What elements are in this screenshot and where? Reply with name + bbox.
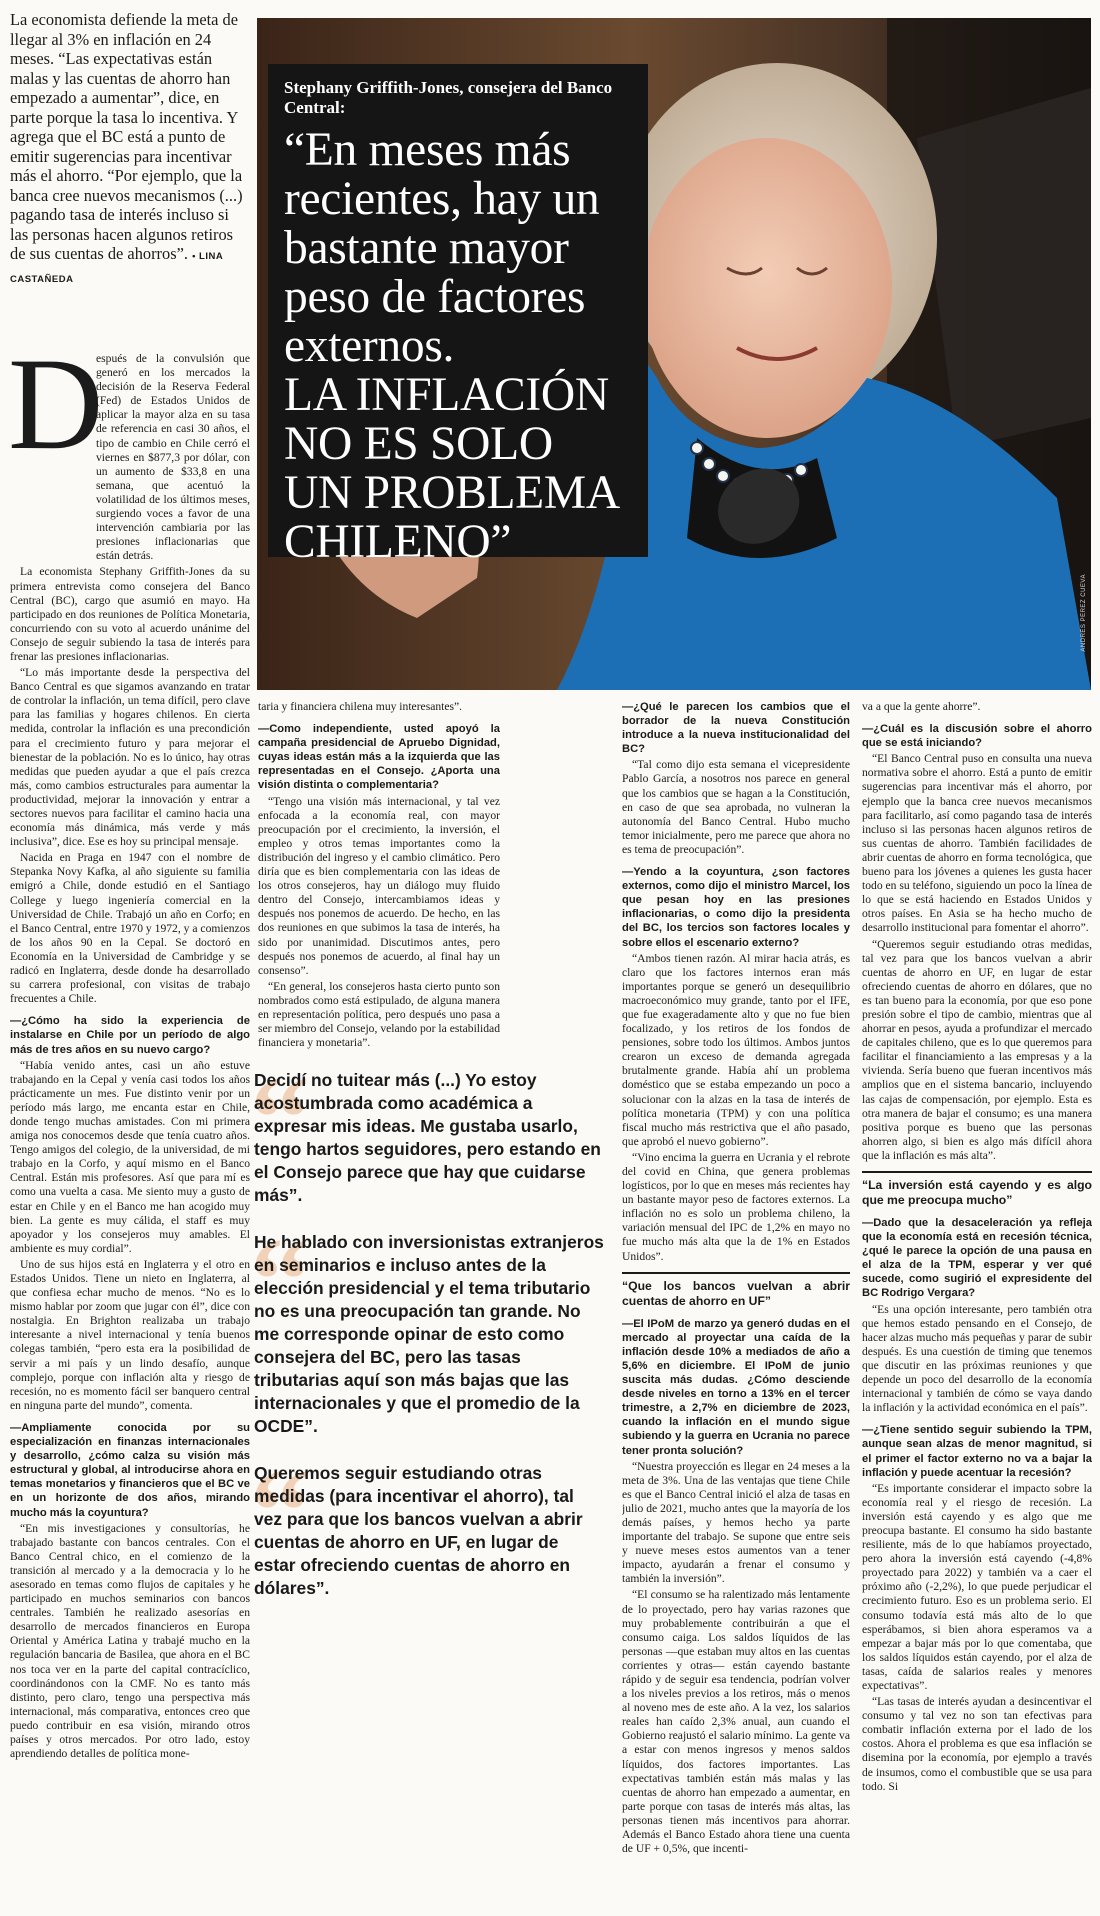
- pull-quote-text: He hablado con inversionistas extranjeros en seminarios e incluso antes de la elección presidencial y el tema tributario no es una preocupación tan grande. No me corresponde opinar de esto como consejera del BC, pero las tasas tributarias aquí son más bajas que las internacionales y que el promedio de la OCDE”.: [254, 1232, 604, 1436]
- paragraph: “Queremos seguir estudiando otras medidas, tal vez para que los bancos vuelvan a abrir cuentas de ahorro en UF, en lugar de estar ofreciendo cuentas de ahorro en dólares, que no es tan bueno para la economía, por que eso pone presión sobre el tipo de cambio, mientras que al ahorrar en pesos, ayuda a profundizar el mercado de capitales chileno, que es lo que queremos para facilitar el financiamiento a las empresas y a la vivienda. Sería bueno que fueran incentivos más amplios que en el sistema bancario, incluyendo las cajas de compensación, por ejemplo. Esta es otra manera de bajar el consumo; es una manera positiva porque es bueno que las personas ahorren algo, si bien es algo más difícil ahora que la inflación es más alta”.: [862, 937, 1092, 1162]
- headline-line: LA INFLACIÓN: [284, 369, 609, 421]
- pull-quotes: [250, 1051, 604, 1624]
- paragraph: “El consumo se ha ralentizado más lentamente de lo proyectado, pero hay varias razones que muy probablemente contribuirán a que el consumo caiga. Los saldos líquidos de las personas —que estaban muy altos en las cuentas corrientes y otras— están cayendo bastante rápido y de seguir esa tendencia, podrían volver a los niveles previos a los retiros, más o menos al noveno mes de este año. A la vez, los salarios reales han caído 2,3% anual, aun cuando el Gobierno reajustó el salario mínimo. La gente va a estar con menos ingresos y menos saldos líquidos, dos factores importantes. Las expectativas también están más malas y las cuentas de ahorro han empezado a aumentar, en parte porque con tasas de interés más altas, las personas tienen más incentivos para ahorrar. Además el Banco Estado ahora tiene una cuenta de UF + 0,5%, que incenti-: [622, 1588, 850, 1856]
- question: —Yendo a la coyuntura, ¿son factores externos, como dijo el ministro Marcel, los que pesan hoy en las presiones inflacionarias, o como dijo la presidenta del BC, los tercios son factores locales y sobre ellos el escenario externo?: [622, 866, 850, 949]
- column-1: [8, 330, 250, 1908]
- question: —¿Tiene sentido seguir subiendo la TPM, aunque sean alzas de menor magnitud, si el primer el factor externo no va a bajar la inflación y puede acentuar la recesión?: [862, 1424, 1092, 1479]
- paragraph: “Vino encima la guerra en Ucrania y el rebrote del covid en China, que genera problemas logísticos, por lo que en meses más recientes hay un bastante mayor peso de factores externos. La inflación no es solo un problema chileno, la variación mensual del IPC de 1,2% en mayo no fue mucho más alta que la de 1% en Estados Unidos”.: [622, 1150, 850, 1263]
- question: —Ampliamente conocida por su especialización en finanzas internacionales y desarrollo, ¿cómo calza su visión más estructural y global, al introducirse ahora en temas monetarios y financieros que el BC ve en un horizonte de dos años, mirando mucho más la coyuntura?: [10, 1421, 250, 1519]
- section-subhead: “Que los bancos vuelvan a abrir cuentas de ahorro en UF”: [622, 1272, 850, 1309]
- column-4: [862, 700, 1092, 1908]
- headline-line: CHILENO”: [284, 516, 512, 568]
- paragraph: “Es una opción interesante, pero también otra que hemos estado pensando en el Consejo, de hacer alzas mucho más pequeñas y parar de subir después. Es una cuestión de timing que tenemos que discutir en las próximas reuniones y que depende un poco del desarrollo de la economía internacional y también de cómo se vaya dando la inflación y la actividad económica en el país”.: [862, 1302, 1092, 1415]
- question: —¿Qué le parecen los cambios que el borrador de la nueva Constitución introduce a la nueva institucionalidad del BC?: [622, 701, 850, 756]
- paragraph: “En mis investigaciones y consultorías, he trabajado bastante con bancos centrales. Con el Banco Central chico, en el comienzo de la transición al mercado y a la democracia y lo he asesorado en temas como flujos de capitales y he participado en muchos seminarios con bancos centrales. También he realizado asesorías en desarrollo de mercados financieros en Europa Oriental y América Latina y trabajé mucho en la regulación bancaria de Basilea, que ahora en el BC nos toca ver en la parte del capital contracíclico, coordinándonos con la CMF. No es tanto más distinto, pero claro, tengo una perspectiva más internacional, más comparativa, entonces creo que puedo contribuir en esa visión, mirando otros países y otros mercados. Por otro lado, estoy aprendiendo detalles de política mone-: [10, 1521, 250, 1761]
- paragraph: Nacida en Praga en 1947 con el nombre de Stepanka Novy Kafka, al año siguiente su familia emigró a Chile, donde estudió en el Santiago College y luego ingeniería comercial en la Universidad de Chile. Trabajó un año en Corfo; en el Banco Central, entre 1970 y 1972, y a comienzos de los años 90 en la Cepal. Se doctoró en Economía en la Universidad de Cambridge y se radicó en Inglaterra, desde donde ha desarrollado su carrera profesional, con visitas de trabajo frecuentes a Chile.: [10, 851, 250, 1006]
- headline-box: [268, 64, 648, 568]
- drop-cap: D: [8, 330, 104, 477]
- question: —¿Cómo ha sido la experiencia de instalarse en Chile por un período de algo más de tres años en su nuevo cargo?: [10, 1015, 250, 1056]
- paragraph: Uno de sus hijos está en Inglaterra y el otro en Estados Unidos. Tiene un nieto en Inglaterra, al que confiesa echar mucho de menos. “No es lo mismo hablar por zoom que jugar con él”, dice con nostalgia. En Brighton realizaba un trabajo interesante a nivel internacional y tenía buenos colegas también, “pero esta era la posibilidad de servir a mi país y un lindo desafío, aunque complejo, porque con inflación alta y riesgo de recesión, no es momento fácil ser banquero central en ninguna parte del mundo”, comenta.: [10, 1257, 250, 1412]
- column-2: [258, 700, 500, 1050]
- headline: [284, 126, 632, 567]
- paragraph: “Ambos tienen razón. Al mirar hacia atrás, es claro que los factores internos eran más importantes porque se generó un desequilibrio macroeconómico muy grande, tanto por el IFE, que fue exageradamente alto y que no fue bien focalizado, y los retiros de los fondos de pensiones, sobre todo los últimos. Ambos juntos crearon un exceso de demanda agregada brutalmente grande. Había ahí un problema doméstico que se estaba empezando un poco a solucionar con la alzas en la tasa de interés de política monetaria (TPM) y con una política fiscal mucho más restrictiva que el año pasado, que aprobó el nuevo gobierno”.: [622, 951, 850, 1148]
- paragraph: La economista Stephany Griffith-Jones da su primera entrevista como consejera del Banco Central (BC), cargo que asumió en mayo. Ha participado en dos reuniones de Política Monetaria, concurriendo con su voto al acuerdo unánime del Consejo de seguir subiendo la tasa de interés para frenar las presiones inflacionarias.: [10, 565, 250, 663]
- pull-quote-text: Decidí no tuitear más (...) Yo estoy acostumbrada como académica a expresar mis ideas. Me gustaba usarlo, tengo hartos seguidores, pero estando en el Consejo parece que hay que cuidarse más”.: [254, 1070, 601, 1205]
- quote-mark-icon: “: [250, 1213, 310, 1346]
- quote-mark-icon: “: [250, 1051, 310, 1184]
- teaser: [10, 10, 250, 289]
- headline-line: recientes, hay un: [284, 173, 600, 225]
- question: —¿Cuál es la discusión sobre el ahorro que se está iniciando?: [862, 723, 1092, 750]
- pull-quote: [250, 1051, 604, 1207]
- paragraph: “Lo más importante desde la perspectiva del Banco Central es que sigamos avanzando en tratar de controlar la inflación, un tema difícil, pero clave para las familias y hogares chilenos. En cierta medida, controlar la inflación es una precondición para el crecimiento futuro y para mejorar el bienestar de la población. No es lo único, hay otras medidas que pueden ayudar a que el país crezca más, como cambios estructurales para aumentar la productividad, mejorar la innovación y entrar a sectores nuevos para facilitar el camino hacia una economía más dinámica, más verde y más inclusiva”, dice. Ese es hoy su principal mensaje.: [10, 666, 250, 849]
- column-3: [622, 700, 850, 1908]
- headline-line: UN PROBLEMA: [284, 467, 620, 519]
- question: —El IPoM de marzo ya generó dudas en el mercado al proyectar una caída de la inflación desde 10% a mediados de año a 5,6% en diciembre. El IPoM de junio suscita más dudas. ¿Cómo desciende desde niveles en torno a 13% en el tercer trimestre, a 2,7% en diciembre de 2023, cuando la inflación en el mundo sigue subiendo y la guerra en Ucrania no parece tener pronta solución?: [622, 1317, 850, 1457]
- pull-quote-text: Queremos seguir estudiando otras medidas (para incentivar el ahorro), tal vez para que los bancos vuelvan a abrir cuentas de ahorro en UF, en lugar de estar ofreciendo cuentas de ahorro en dólares”.: [254, 1463, 583, 1598]
- headline-line: peso de factores: [284, 271, 586, 323]
- paragraph: “Las tasas de interés ayudan a desincentivar el consumo y tal vez no son tan efectivas para combatir inflación externa por el lado de los costos. Ahora el problema es que esa inflación se disemina por la economía, por ejemplo a través de insumos, como el combustible que se usa para todo. Si: [862, 1695, 1092, 1793]
- question: —Dado que la desaceleración ya refleja que la economía está en recesión técnica, ¿qué le parece la opción de una pausa en el alza de la TPM, esperar y ver qué sucede, como sugirió el expresidente del BC Rodrigo Vergara?: [862, 1217, 1092, 1300]
- paragraph: va a que la gente ahorre”.: [862, 700, 981, 713]
- intro-paragraph: espués de la convulsión que generó en los mercados la decisión de la Reserva Federal (Fed) de Estados Unidos de aplicar la mayor alza en su tasa de referencia en casi 30 años, el tipo de cambio en Chile cerró el viernes en $877,3 por dólar, con un aumento de $33,8 en una semana, que acentuó la volatilidad de los últimos meses, surgiendo voces a favor de una intervención cambiaria por las presiones inflacionarias que están detrás.: [96, 352, 250, 563]
- question: —Como independiente, usted apoyó la campaña presidencial de Apruebo Dignidad, cuyas ideas están más a la izquierda que las representadas en el Consejo. ¿Aporta una visión distinta o complementaria?: [258, 723, 500, 792]
- paragraph: “Tengo una visión más internacional, y tal vez enfocada a la economía real, con mayor preocupación por el crecimiento, la inversión, el empleo y otros temas importantes como la distribución del ingreso y el cambio climático. Pero diría que es bien complementaria con las ideas de los otros consejeros, hay un diálogo muy fluido dentro del Consejo, intercambiamos ideas y después nos ponemos de acuerdo. De hecho, en las dos reuniones en que subimos la tasa de interés, ha sido por unanimidad. Discutimos antes, pero después nos ponemos de acuerdo, al final hay un consenso”.: [258, 794, 500, 977]
- headline-line: externos.: [284, 320, 455, 372]
- photo-credit: ANDRÉS PÉREZ CUEVA: [1081, 574, 1087, 652]
- pull-quote: [250, 1444, 604, 1600]
- section-subhead: “La inversión está cayendo y es algo que me preocupa mucho”: [862, 1171, 1092, 1208]
- paragraph: taria y financiera chilena muy interesantes”.: [258, 700, 463, 713]
- paragraph: “Es importante considerar el impacto sobre la economía real y el riesgo de recesión. La inversión está cayendo y es algo que me preocupa bastante. El consumo ha sido bastante resiliente, más de lo que habíamos proyectado, pero ahora la inversión está cayendo (-4,8% proyectado para 2022) y también va a caer el próximo año (-2,2%), lo que puede perjudicar el crecimiento futuro. Eso es un problema serio. El consumo todavía está más alto de lo que esperábamos, si bien ahora esperamos va a empezar a bajar más por lo que comentaba, que los saldos líquidos están cayendo, por el alza de tasas, caída de salarios reales y menores expectativas”.: [862, 1481, 1092, 1692]
- paragraph: “Había venido antes, casi un año estuve trabajando en la Cepal y venía casi todos los años prácticamente un mes. Fue distinto venir por un período más largo, me encanta estar en Chile, donde tengo muchas amistades. Con mi primera amiga nos conocemos desde que tenía cuatro años. Tengo amigos del colegio, de la universidad, de mi trabajo en la Corfo, y aquí mismo en el Banco Central. Están mis profesores. Así que para mí es como una vuelta a casa. Me siento muy a gusto de estar en Chile y en el Banco me han acogido muy bien. La gente es muy cálida, el staff es muy apoyador y los consejeros muy amables. El ambiente es muy cordial”.: [10, 1058, 250, 1255]
- paragraph: “Nuestra proyección es llegar en 24 meses a la meta de 3%. Una de las ventajas que tiene Chile es que el Banco Central inició el alza de tasas en julio de 2021, mucho antes que la mayoría de los demás países, y hemos hecho ya parte importante del trabajo. Se supone que entre seis y nueve meses estos aumentos van a tener impacto, ayudarán a frenar el consumo y también la inversión”.: [622, 1459, 850, 1586]
- paragraph: “El Banco Central puso en consulta una nueva normativa sobre el ahorro. Está a punto de emitir sugerencias para incentivar más el ahorro, por ejemplo que la banca cree nuevos mecanismos para facilitarlo, así como pagando tasa de interés incluso si las personas hacen algunos retiros de sus cuentas de ahorro. También facilidades de abrir cuentas de ahorro en forma tecnológica, que bueno para los jóvenes a quienes les gusta hacer todo en su teléfono, siguiendo un poco la línea de lo que se está haciendo en Estados Unidos y otros países. En Asia se ha hecho mucho de desarrollo institucional para fomentar el ahorro”.: [862, 752, 1092, 935]
- kicker: Stephany Griffith-Jones, consejera del Banco Central:: [284, 78, 613, 117]
- pull-quote: [250, 1213, 604, 1438]
- teaser-byline: • LINA CASTAÑEDA: [10, 251, 223, 285]
- paragraph: “Tal como dijo esta semana el vicepresidente Pablo García, a nosotros nos parece en general que los cambios que se hagan a la Constitución, en caso de que sea aprobada, no vulneran la autonomía del Banco Central. Hubo mucho temor inicialmente, pero me parece que ahora no es tema de preocupación”.: [622, 758, 850, 856]
- paragraph: “En general, los consejeros hasta cierto punto son nombrados como está estipulado, de alguna manera en representación política, pero después uno pasa a ser miembro del Consejo, velando por la estabilidad financiera y monetaria”.: [258, 979, 500, 1050]
- headline-line: NO ES SOLO: [284, 418, 553, 470]
- teaser-text: La economista defiende la meta de llegar al 3% en inflación en 24 meses. “Las expectativas están malas y las cuentas de ahorro han empezado a aumentar”, dice, en parte porque la tasa lo incentiva. Y agrega que el BC está a punto de emitir sugerencias para incentivar más el ahorro. “Por ejemplo, que la banca cree nuevos mecanismos (...) pagando tasa de interés incluso si las personas hacen algunos retiros de sus cuentas de ahorros”.: [10, 10, 243, 263]
- quote-mark-icon: “: [250, 1444, 310, 1577]
- headline-line: bastante mayor: [284, 222, 569, 274]
- headline-line: “En meses más: [284, 124, 571, 176]
